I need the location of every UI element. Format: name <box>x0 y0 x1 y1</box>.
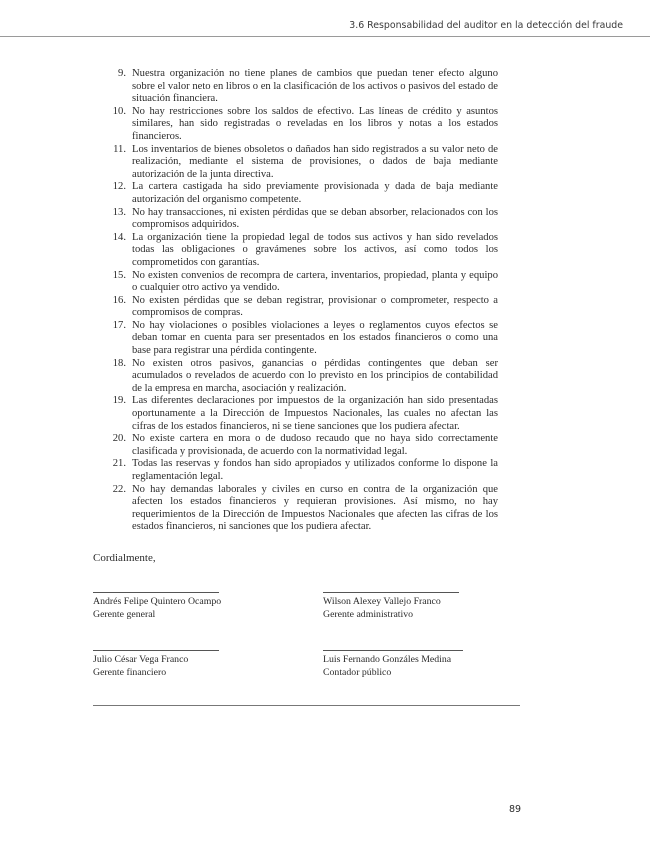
item-number: 14. <box>112 231 126 243</box>
list-item <box>90 144 498 182</box>
item-number: 15. <box>112 269 126 281</box>
item-number: 10. <box>112 105 126 117</box>
list-item <box>90 358 498 396</box>
page-number: 89 <box>509 804 522 815</box>
signature-line <box>93 592 219 593</box>
item-number: 19. <box>112 395 126 407</box>
footer-divider <box>93 705 520 706</box>
item-text: No hay restricciones sobre los saldos de efectivo. Las líneas de crédito y asuntos similares, han sido registradas o reveladas en los libros y notas a los estados financieros. <box>132 105 498 142</box>
item-number: 12. <box>112 181 126 193</box>
signatory-name: Wilson Alexey Vallejo Franco <box>323 596 441 607</box>
signature-block-public-accountant <box>323 650 463 679</box>
item-number: 16. <box>112 294 126 306</box>
list-item <box>90 207 498 232</box>
list-item <box>90 484 498 534</box>
item-text: Las diferentes declaraciones por impuestos de la organización han sido presentadas oportunamente a la Dirección de Impuestos Nacionales, las cuales no afectan las cifras de los estados financieros, ni se tiene sanciones que los pudiera afectar. <box>132 395 498 432</box>
signature-line <box>323 592 459 593</box>
signatory-title: Gerente general <box>93 609 156 620</box>
representation-list <box>90 68 498 534</box>
signatory-name: Julio César Vega Franco <box>93 654 189 665</box>
item-text: No hay transacciones, ni existen pérdidas que se deban absorber, relacionados con los compromisos adquiridos. <box>132 206 498 231</box>
item-text: Todas las reservas y fondos han sido apropiados y utilizados conforme lo dispone la reglamentación legal. <box>132 458 498 482</box>
list-item <box>90 433 498 458</box>
signatory-title: Gerente financiero <box>93 667 167 678</box>
item-text: La cartera castigada ha sido previamente provisionada y dada de baja mediante autorización del organismo competente. <box>132 181 498 205</box>
item-text: No hay violaciones o posibles violaciones a leyes o reglamentos cuyos efectos se deban tomar en cuenta para ser presentados en los estados financieros o como una base para registrar una pérdida contingente. <box>132 319 498 357</box>
item-number: 18. <box>112 357 126 369</box>
signature-line <box>93 650 219 651</box>
item-number: 20. <box>112 433 126 445</box>
item-number: 22. <box>112 483 126 495</box>
list-item <box>90 106 498 144</box>
list-item <box>90 232 498 270</box>
signatory-name: Andrés Felipe Quintero Ocampo <box>93 596 222 607</box>
signature-line <box>323 650 463 651</box>
item-text: Nuestra organización no tiene planes de cambios que puedan tener efecto alguno sobre el valor neto en libros o en la clasificación de los activos o pasivos del estado de situación financiera. <box>132 68 498 105</box>
running-header: 3.6 Responsabilidad del auditor en la detección del fraude <box>349 20 623 31</box>
item-text: Los inventarios de bienes obsoletos o dañados han sido registrados a su valor neto de realización, mediante el sistema de provisiones, o dados de baja mediante autorización de la junta directiva. <box>132 143 498 180</box>
signatory-title: Contador público <box>323 667 392 678</box>
item-text: No existen convenios de recompra de cartera, inventarios, propiedad, planta y equipo o cualquier otro activo ya vendido. <box>132 269 498 294</box>
item-number: 11. <box>113 143 126 155</box>
list-item <box>90 181 498 206</box>
item-number: 17. <box>112 319 126 331</box>
signatory-title: Gerente administrativo <box>323 609 414 620</box>
item-text: No existe cartera en mora o de dudoso recaudo que no haya sido correctamente clasificada y provisionada, de acuerdo con la normatividad legal. <box>132 433 498 457</box>
signature-block-general-manager <box>93 592 221 621</box>
list-item <box>90 270 498 295</box>
item-number: 13. <box>112 206 126 218</box>
list-item <box>90 458 498 483</box>
item-number: 21. <box>112 458 126 470</box>
item-text: La organización tiene la propiedad legal de todos sus activos y han sido revelados todas las obligaciones o gravámenes sobre los activos, así como todos los comprometidos con garantías. <box>132 231 498 268</box>
item-text: No hay demandas laborales y civiles en curso en contra de la organización que afecten los estados financieros y requieran provisiones. Así mismo, no hay requerimientos de la Dirección de Impuestos Nacionales que afecten las cifras de los estados financieros, ni sanciones que los pudiera afectar. <box>132 483 498 533</box>
signatory-name: Luis Fernando Gonzáles Medina <box>323 654 452 665</box>
item-number: 9. <box>118 68 126 79</box>
list-item <box>90 68 498 106</box>
signature-block-administrative-manager <box>323 592 459 621</box>
list-item <box>90 395 498 433</box>
list-item <box>90 320 498 358</box>
item-text: No existen otros pasivos, ganancias o pérdidas contingentes que deban ser acumulados o revelados de acuerdo con lo previsto en los principios de contabilidad de la empresa en marcha, asociación y realización. <box>132 357 498 394</box>
closing-salutation: Cordialmente, <box>93 552 156 564</box>
item-text: No existen pérdidas que se deban registrar, provisionar o comprometer, respecto a compromisos de compras. <box>132 294 498 319</box>
signature-block-financial-manager <box>93 650 219 679</box>
header-divider <box>0 36 650 37</box>
list-item <box>90 295 498 320</box>
